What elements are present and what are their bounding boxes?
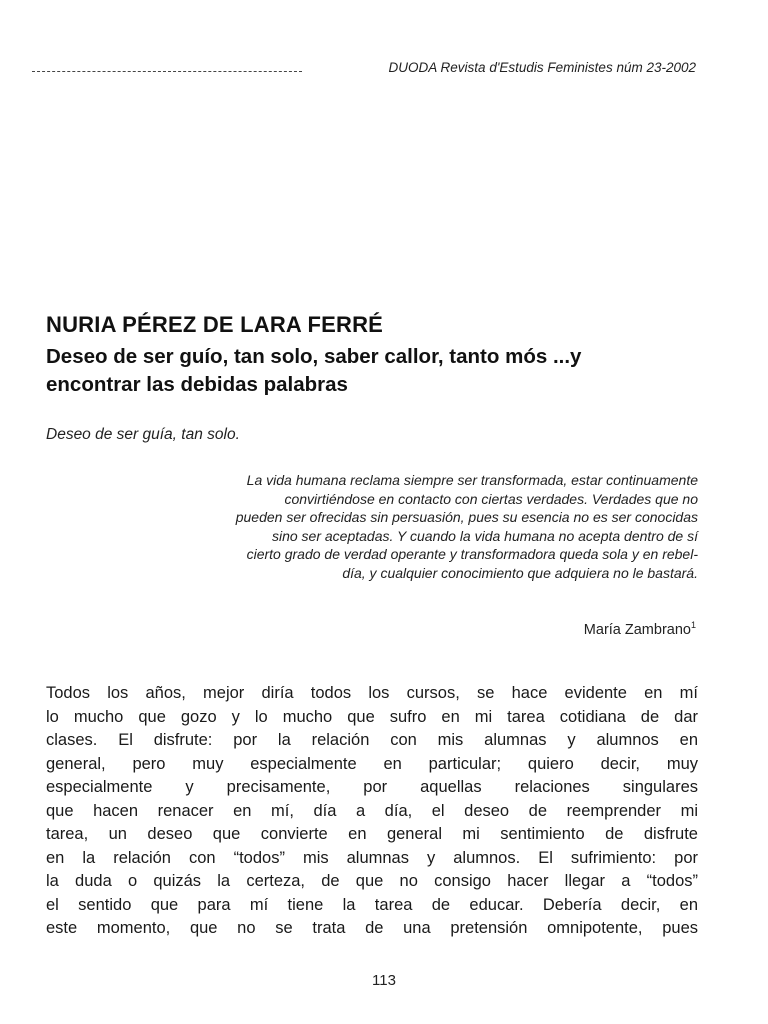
epigraph-line: cierto grado de verdad operante y transformadora queda sola y en rebel- <box>246 546 698 562</box>
epigraph-attribution <box>584 620 696 638</box>
body-line: lo mucho que gozo y lo mucho que sufro en mi tarea cotidiana de dar <box>46 707 698 726</box>
epigraph-line: sino ser aceptadas. Y cuando la vida humana no acepta dentro de sí <box>271 527 698 544</box>
body-line: el sentido que para mí tiene la tarea de educar. Debería decir, en <box>46 895 698 914</box>
body-line: Todos los años, mejor diría todos los cursos, se hace evidente en mí <box>46 684 698 702</box>
epigraph <box>58 471 698 582</box>
article-author: NURIA PÉREZ DE LARA FERRÉ <box>46 312 384 337</box>
article-title <box>46 343 716 399</box>
body-line: especialmente y precisamente, por aquellas relaciones singulares <box>46 778 698 796</box>
header-rule <box>32 71 302 72</box>
body-line: general, pero muy especialmente en particular; quiero decir, muy <box>46 754 698 773</box>
body-line: clases. El disfrute: por la relación con mis alumnas y alumnos en <box>46 731 698 749</box>
body-line: que hacen renacer en mí, día a día, el deseo de reemprender mi <box>46 801 698 820</box>
body-line: en la relación con “todos” mis alumnas y alumnos. El sufrimiento: por <box>46 848 698 867</box>
footnote-marker[interactable]: 1 <box>690 620 696 630</box>
title-line: encontrar las debidas palabras <box>46 373 348 396</box>
epigraph-line: pueden ser ofrecidas sin persuasión, pues su esencia no es ser conocidas <box>235 509 698 525</box>
body-line: este momento, que no se trata de una pretensión omnipotente, pues <box>46 919 698 937</box>
title-line: Deseo de ser guío, tan solo, saber callor, tanto mós ...y <box>46 345 582 368</box>
section-subtitle: Deseo de ser guía, tan solo. <box>46 426 240 443</box>
epigraph-line: convirtiéndose en contacto con ciertas verdades. Verdades que no <box>284 490 698 507</box>
running-header <box>32 60 696 78</box>
epigraph-line: día, y cualquier conocimiento que adquiera no le bastará. <box>342 564 698 581</box>
body-line: tarea, un deseo que convierte en general mi sentimiento de disfrute <box>46 825 698 843</box>
page-number: 113 <box>372 972 396 989</box>
body-paragraph <box>46 682 698 941</box>
attribution-name: María Zambrano <box>583 621 691 638</box>
body-line: la duda o quizás la certeza, de que no consigo hacer llegar a “todos” <box>46 872 698 890</box>
journal-title: DUODA Revista d'Estudis Feministes núm 23-2002 <box>388 60 696 75</box>
epigraph-line: La vida humana reclama siempre ser transformada, estar continuamente <box>246 472 698 488</box>
